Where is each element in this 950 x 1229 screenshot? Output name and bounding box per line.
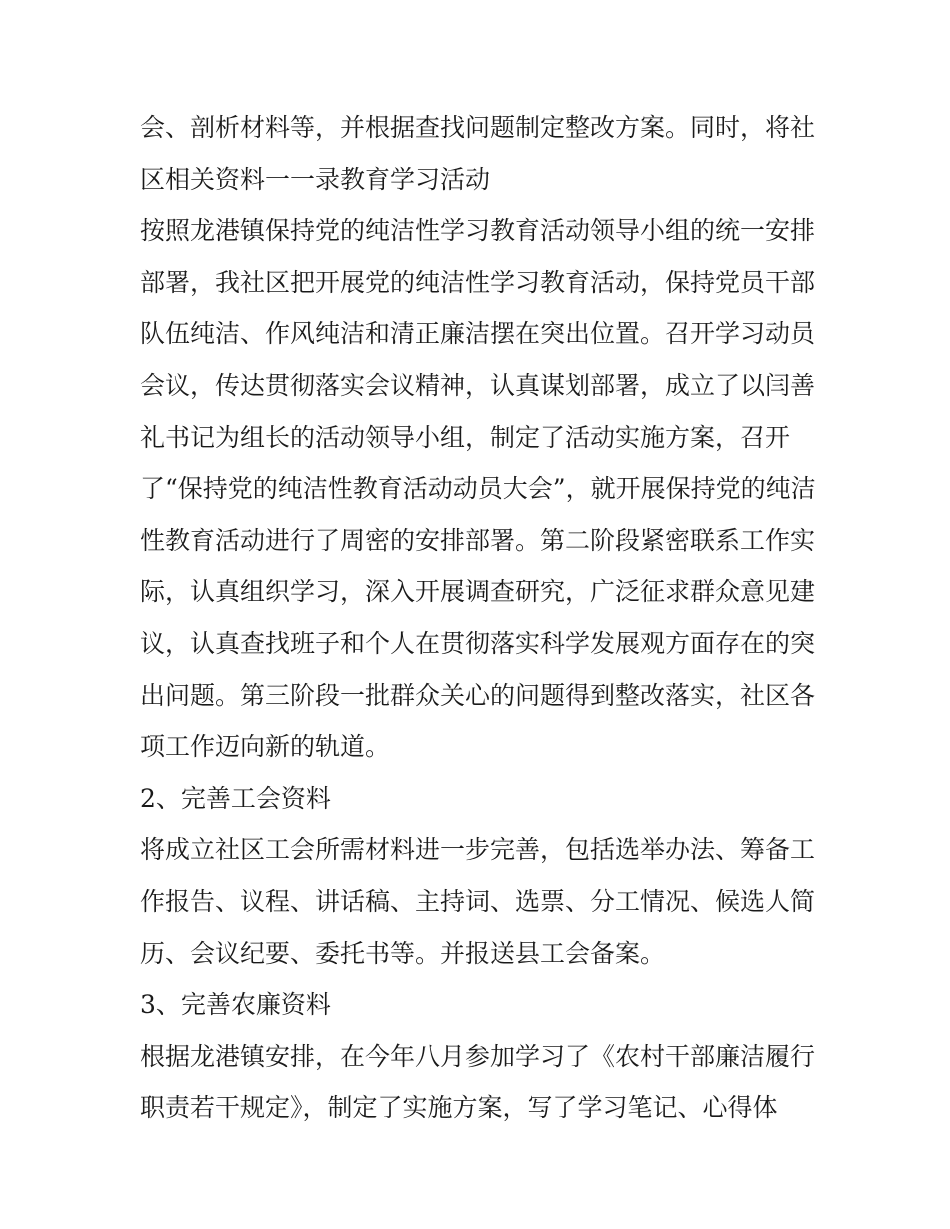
- text-line: 性教育活动进行了周密的安排部署。第二阶段紧密联系工作实: [140, 525, 816, 555]
- section-heading: 2、完善工会资料: [140, 783, 331, 813]
- text-line: 历、会议纪要、委托书等。并报送县工会备案。: [140, 938, 666, 968]
- text-line: 职责若干规定》，制定了实施方案，写了学习笔记、心得体: [140, 1093, 778, 1123]
- text-line: 际，认真组织学习，深入开展调查研究，广泛征求群众意见建: [140, 577, 816, 607]
- text-line: 了“保持党的纯洁性教育活动动员大会”，就开展保持党的纯洁: [140, 474, 816, 504]
- text-line: 礼书记为组长的活动领导小组，制定了活动实施方案，召开: [140, 422, 791, 452]
- text-line: 会、剖析材料等，并根据查找问题制定整改方案。同时，将社: [140, 113, 816, 142]
- text-line: 根据龙港镇安排，在今年八月参加学习了《农村干部廉洁履行: [140, 1041, 816, 1071]
- text-line: 会议，传达贯彻落实会议精神，认真谋划部署，成立了以闫善: [140, 370, 816, 400]
- text-line: 将成立社区工会所需材料进一步完善，包括选举办法、筹备工: [140, 835, 816, 865]
- document-body: [140, 102, 820, 1134]
- text-line: 部署，我社区把开展党的纯洁性学习教育活动，保持党员干部: [140, 267, 816, 297]
- text-line: 区相关资料一一录教育学习活动: [140, 164, 491, 194]
- text-line: 项工作迈向新的轨道。: [140, 732, 391, 762]
- section-heading: 3、完善农廉资料: [140, 990, 331, 1020]
- text-line: 作报告、议程、讲话稿、主持词、选票、分工情况、候选人简: [140, 886, 816, 916]
- text-line: 出问题。第三阶段一批群众关心的问题得到整改落实，社区各: [140, 680, 816, 710]
- text-line: 按照龙港镇保持党的纯洁性学习教育活动领导小组的统一安排: [140, 216, 816, 246]
- text-line: 队伍纯洁、作风纯洁和清正廉洁摆在突出位置。召开学习动员: [140, 319, 816, 349]
- text-line: 议，认真查找班子和个人在贯彻落实科学发展观方面存在的突: [140, 628, 816, 658]
